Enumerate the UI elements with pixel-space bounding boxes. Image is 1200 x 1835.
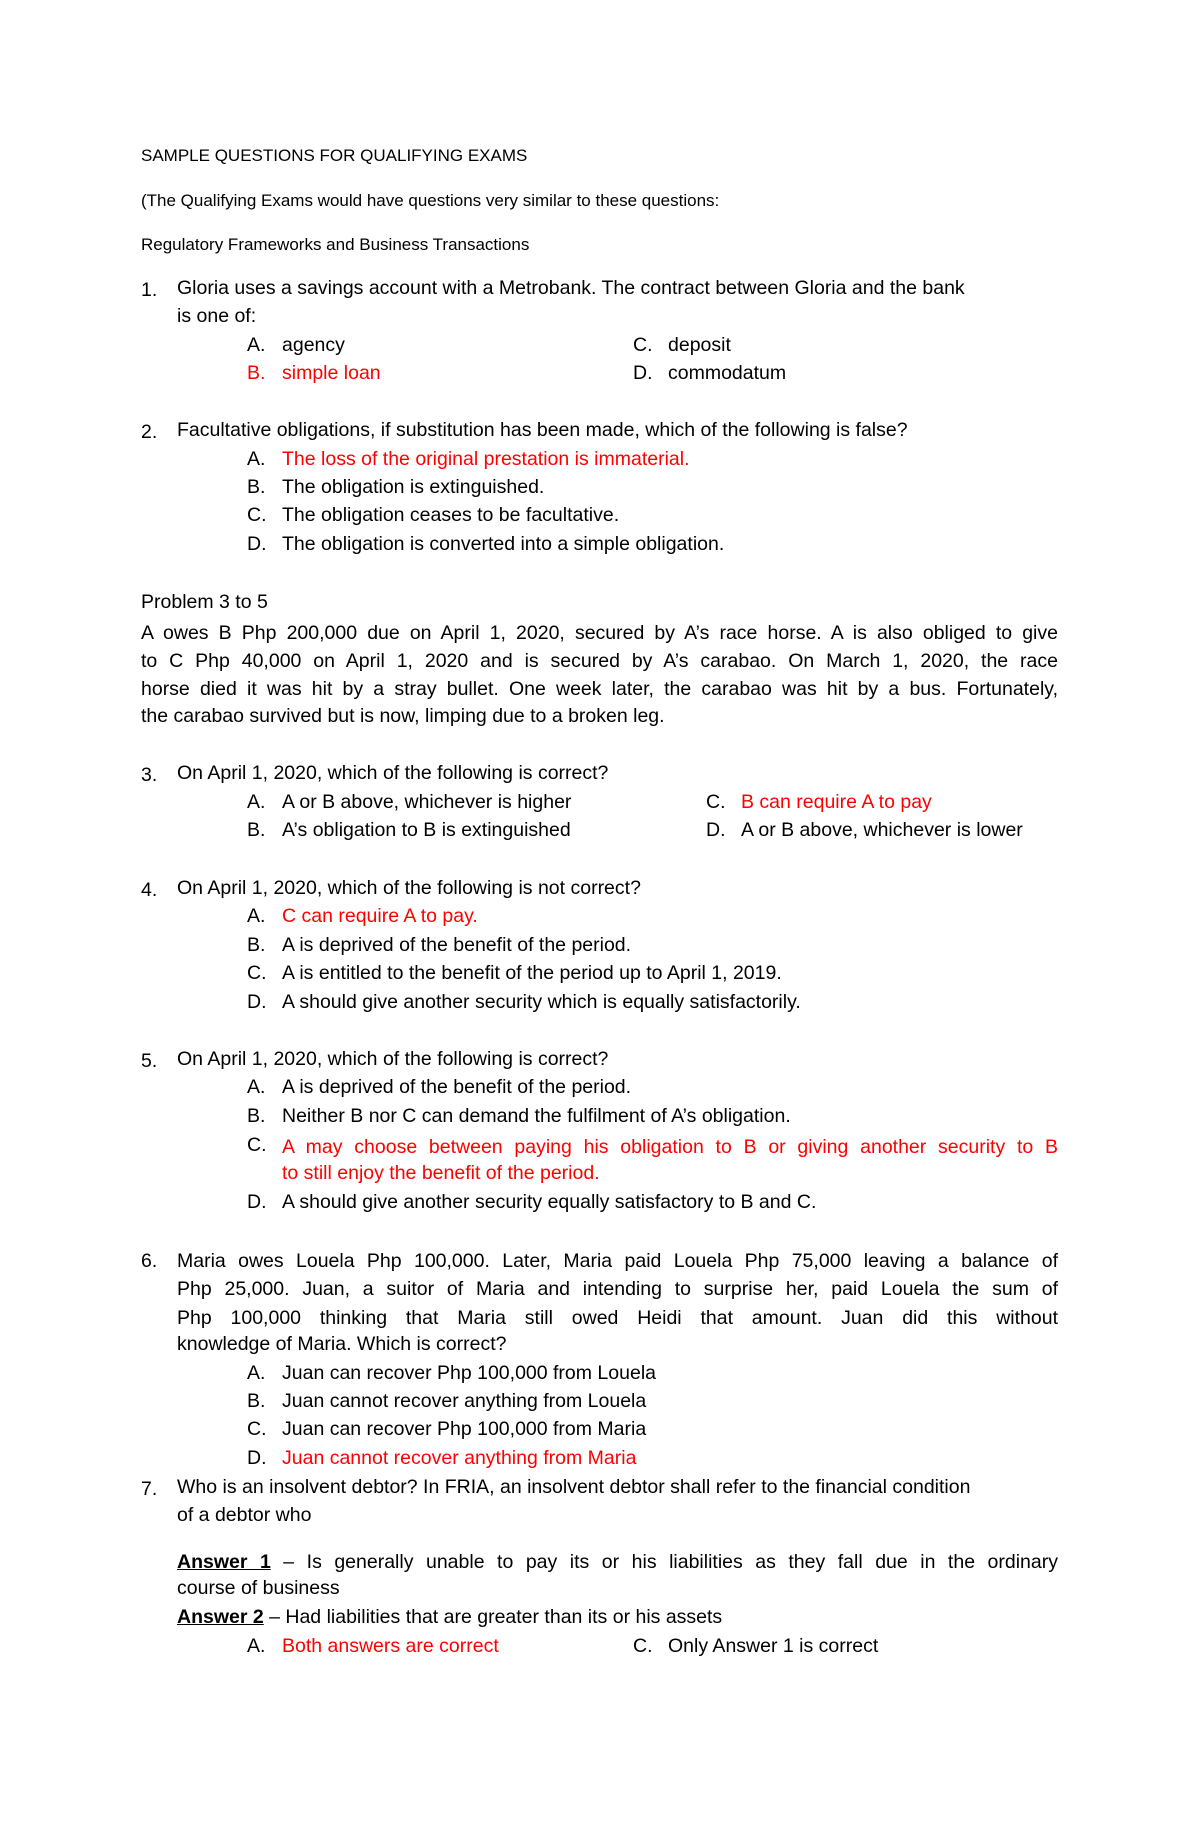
- q5-choice-c-answer-line2: to still enjoy the benefit of the period.: [282, 1162, 600, 1184]
- q1-choice-d: commodatum: [668, 362, 787, 384]
- q7-letter-a: A.: [247, 1635, 266, 1657]
- q2-letter-d: D.: [247, 533, 267, 555]
- q2-choice-d: The obligation is converted into a simple obligation.: [282, 533, 725, 555]
- q6-letter-d: D.: [247, 1447, 267, 1469]
- q5-choice-b: Neither B nor C can demand the fulfilment of A’s obligation.: [282, 1105, 791, 1127]
- q1-choice-b-answer: simple loan: [282, 362, 381, 384]
- q2-text: Facultative obligations, if substitution has been made, which of the following is false?: [177, 419, 908, 441]
- q2-letter-a: A.: [247, 448, 266, 470]
- q5-choice-c-answer-line1: A may choose between paying his obligation to B or giving another security to B: [282, 1136, 1058, 1158]
- q3-choice-d: A or B above, whichever is lower: [741, 819, 1023, 841]
- q1-text-line1: Gloria uses a savings account with a Metrobank. The contract between Gloria and the bank: [177, 277, 965, 299]
- q1-letter-b: B.: [247, 362, 266, 384]
- q4-letter-d: D.: [247, 991, 267, 1013]
- q7-answer2-label: Answer 2: [177, 1606, 264, 1628]
- doc-note: (The Qualifying Exams would have questions very similar to these questions:: [141, 191, 720, 210]
- q4-choice-b: A is deprived of the benefit of the period.: [282, 934, 632, 956]
- q7-answer2-text: – Had liabilities that are greater than its or his assets: [263, 1606, 723, 1628]
- q3-number: 3.: [141, 764, 158, 786]
- q2-number: 2.: [141, 421, 158, 443]
- problem-line2: to C Php 40,000 on April 1, 2020 and is secured by A’s carabao. On March 1, 2020, the race: [141, 650, 1058, 672]
- q1-letter-a: A.: [247, 334, 266, 356]
- q5-letter-b: B.: [247, 1105, 266, 1127]
- doc-title: SAMPLE QUESTIONS FOR QUALIFYING EXAMS: [141, 146, 528, 165]
- q6-line4: knowledge of Maria. Which is correct?: [177, 1333, 507, 1355]
- q5-letter-a: A.: [247, 1076, 266, 1098]
- q7-answer1-text: – Is generally unable to pay its or his liabilities as they fall due in the ordinary: [270, 1551, 1058, 1573]
- q2-choice-a-answer: The loss of the original prestation is immaterial.: [282, 448, 690, 470]
- q7-answer1-continued: course of business: [177, 1577, 340, 1599]
- q3-letter-a: A.: [247, 791, 266, 813]
- q7-answer1-line: [177, 1551, 1058, 1574]
- q1-letter-d: D.: [633, 362, 653, 384]
- q7-answer1-label: Answer 1: [177, 1551, 271, 1573]
- q7-choice-a-answer: Both answers are correct: [282, 1635, 499, 1657]
- q5-letter-d: D.: [247, 1191, 267, 1213]
- problem-line1: A owes B Php 200,000 due on April 1, 2020, secured by A’s race horse. A is also obliged to give: [141, 622, 1058, 644]
- q7-choice-c: Only Answer 1 is correct: [668, 1635, 879, 1657]
- q3-choice-b: A’s obligation to B is extinguished: [282, 819, 571, 841]
- problem-title: Problem 3 to 5: [141, 591, 268, 613]
- problem-line4: the carabao survived but is now, limping due to a broken leg.: [141, 705, 665, 727]
- q3-choice-a: A or B above, whichever is higher: [282, 791, 572, 813]
- doc-subject: Regulatory Frameworks and Business Transactions: [141, 235, 530, 254]
- q2-letter-c: C.: [247, 504, 267, 526]
- q3-letter-b: B.: [247, 819, 266, 841]
- q3-choice-c-answer: B can require A to pay: [741, 791, 932, 813]
- q1-text-line2: is one of:: [177, 305, 257, 327]
- q2-letter-b: B.: [247, 476, 266, 498]
- q1-choice-a: agency: [282, 334, 345, 356]
- q2-choice-b: The obligation is extinguished.: [282, 476, 545, 498]
- q3-text: On April 1, 2020, which of the following is correct?: [177, 762, 609, 784]
- q4-letter-a: A.: [247, 905, 266, 927]
- q6-number: 6.: [141, 1250, 158, 1272]
- problem-line3: horse died it was hit by a stray bullet. One week later, the carabao was hit by a bus. Fortunately,: [141, 678, 1058, 700]
- q4-number: 4.: [141, 879, 158, 901]
- q7-line2: of a debtor who: [177, 1504, 312, 1526]
- q3-letter-c: C.: [706, 791, 726, 813]
- q4-text: On April 1, 2020, which of the following is not correct?: [177, 877, 641, 899]
- q1-letter-c: C.: [633, 334, 653, 356]
- q5-letter-c: C.: [247, 1134, 267, 1156]
- q1-choice-c: deposit: [668, 334, 731, 356]
- q7-letter-c: C.: [633, 1635, 653, 1657]
- q7-answer2-line: [177, 1608, 722, 1628]
- q3-letter-d: D.: [706, 819, 726, 841]
- q6-line3: Php 100,000 thinking that Maria still owed Heidi that amount. Juan did this without: [177, 1307, 1058, 1329]
- q4-choice-c: A is entitled to the benefit of the period up to April 1, 2019.: [282, 962, 782, 984]
- q7-number: 7.: [141, 1478, 158, 1500]
- q4-choice-d: A should give another security which is equally satisfactorily.: [282, 991, 801, 1013]
- q1-number: 1.: [141, 279, 158, 301]
- q5-number: 5.: [141, 1050, 158, 1072]
- q2-choice-c: The obligation ceases to be facultative.: [282, 504, 620, 526]
- q6-letter-c: C.: [247, 1418, 267, 1440]
- q6-choice-b: Juan cannot recover anything from Louela: [282, 1390, 647, 1412]
- q6-letter-b: B.: [247, 1390, 266, 1412]
- q4-letter-c: C.: [247, 962, 267, 984]
- q5-text: On April 1, 2020, which of the following is correct?: [177, 1048, 609, 1070]
- q6-line2: Php 25,000. Juan, a suitor of Maria and intending to surprise her, paid Louela the sum of: [177, 1278, 1058, 1300]
- q7-line1: Who is an insolvent debtor? In FRIA, an insolvent debtor shall refer to the financial condition: [177, 1476, 971, 1498]
- q6-choice-d-answer: Juan cannot recover anything from Maria: [282, 1447, 637, 1469]
- q6-line1: Maria owes Louela Php 100,000. Later, Maria paid Louela Php 75,000 leaving a balance of: [177, 1250, 1058, 1272]
- q4-letter-b: B.: [247, 934, 266, 956]
- q6-choice-c: Juan can recover Php 100,000 from Maria: [282, 1418, 647, 1440]
- q4-choice-a-answer: C can require A to pay.: [282, 905, 478, 927]
- q6-letter-a: A.: [247, 1362, 266, 1384]
- q5-choice-d: A should give another security equally satisfactory to B and C.: [282, 1191, 817, 1213]
- q6-choice-a: Juan can recover Php 100,000 from Louela: [282, 1362, 656, 1384]
- q5-choice-a: A is deprived of the benefit of the period.: [282, 1076, 632, 1098]
